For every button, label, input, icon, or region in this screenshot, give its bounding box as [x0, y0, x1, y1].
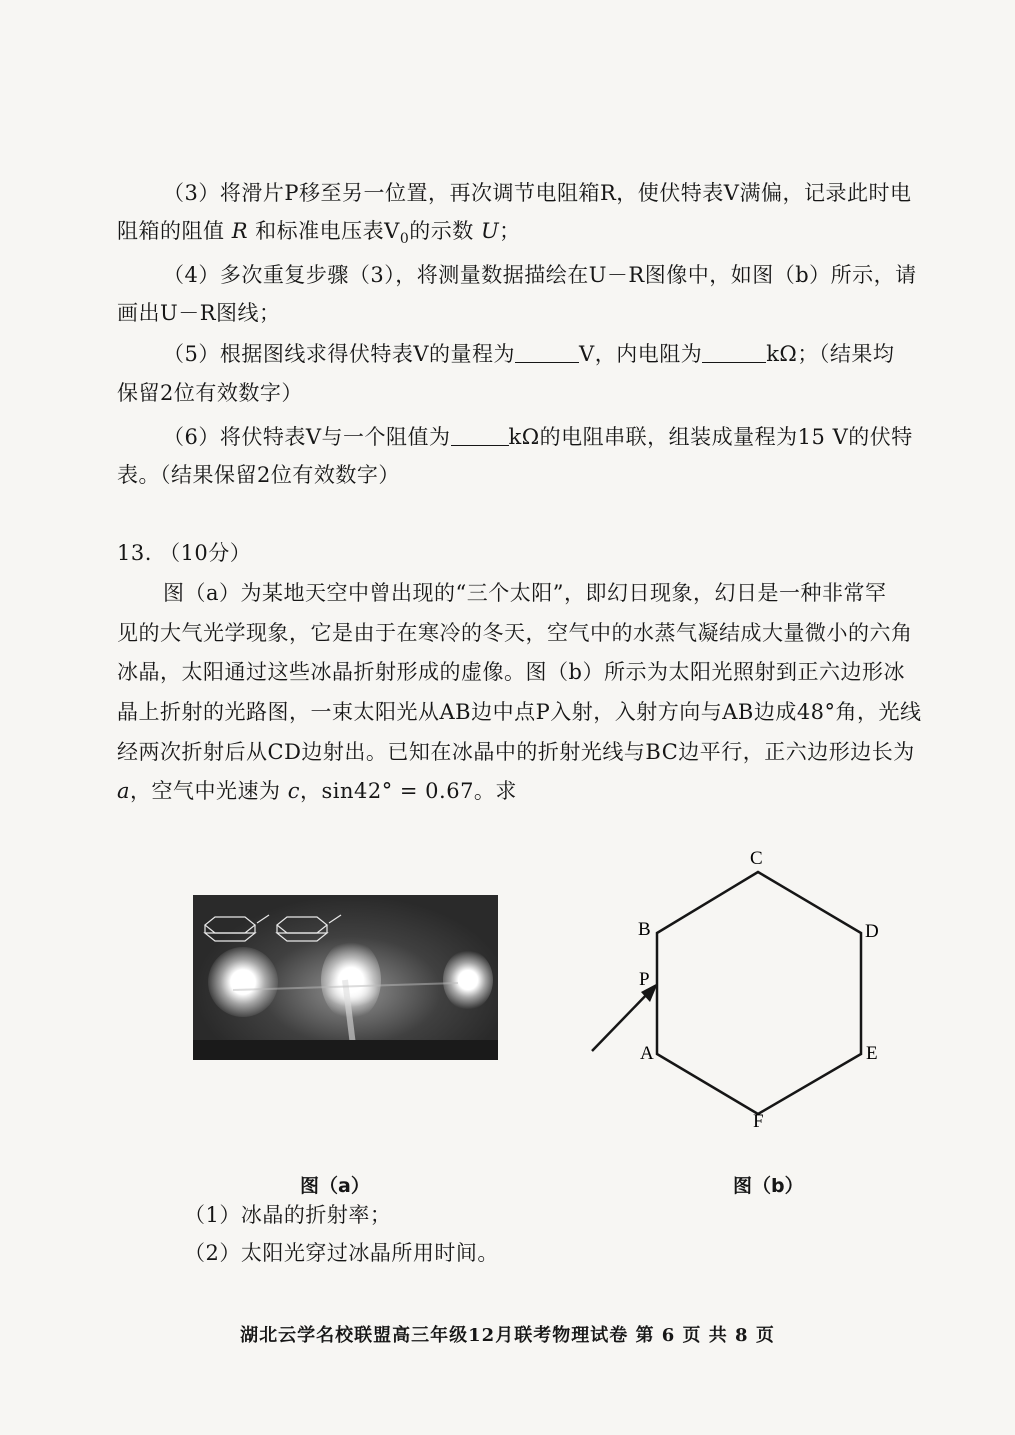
answer-blank-resistance[interactable]: [702, 342, 766, 363]
light-speed-symbol: c: [287, 779, 300, 803]
step-6-line-2: 表。（结果保留2位有效数字）: [117, 463, 400, 487]
voltage-symbol: U: [480, 219, 500, 243]
vertex-label-b: B: [638, 919, 651, 940]
voltmeter-subscript: 0: [399, 231, 410, 248]
page-footer: 湖北云学名校联盟高三年级12月联考物理试卷 第 6 页 共 8 页: [240, 1325, 775, 1346]
text-fragment: 的示数: [409, 219, 481, 243]
question-13-line-2: 见的大气光学现象，它是由于在寒冷的冬天，空气中的水蒸气凝结成大量微小的六角: [117, 621, 913, 645]
step-3-line-1: （3）将滑片P移至另一位置，再次调节电阻箱R，使伏特表V满偏，记录此时电: [163, 181, 912, 205]
text-fragment: 和标准电压表V: [248, 219, 400, 243]
parhelion-photo: [193, 895, 498, 1060]
vertex-label-e: E: [866, 1043, 878, 1064]
question-13-line-5: 经两次折射后从CD边射出。已知在冰晶中的折射光线与BC边平行，正六边形边长为: [117, 740, 915, 764]
figure-b-caption: 图（b）: [733, 1175, 804, 1197]
question-13-line-4: 晶上折射的光路图，一束太阳光从AB边中点P入射，入射方向与AB边成48°角，光线: [117, 700, 922, 724]
horizon-ground: [193, 1040, 498, 1060]
hexagon-diagram: [578, 840, 898, 1140]
answer-blank-series-resistor[interactable]: [451, 425, 509, 446]
figure-a-caption: 图（a）: [300, 1175, 370, 1197]
question-13-line-6: [117, 776, 517, 806]
step-4-line-1: （4）多次重复步骤（3），将测量数据描绘在U－R图像中，如图（b）所示，请: [163, 263, 917, 287]
question-13-header: 13. （10分）: [117, 541, 252, 565]
text-fragment: V，内电阻为: [579, 342, 703, 366]
point-label-p: P: [639, 969, 650, 990]
crystal-sketch-icon: [193, 895, 498, 1060]
incident-ray: [592, 990, 651, 1051]
side-length-symbol: a: [117, 779, 131, 803]
step-5-line-2: 保留2位有效数字）: [117, 381, 303, 405]
step-6-line-1: [163, 422, 913, 452]
answer-blank-range[interactable]: [515, 342, 579, 363]
hexagon-crystal: [657, 872, 861, 1114]
resistance-symbol: R: [231, 219, 248, 243]
question-13-line-1: 图（a）为某地天空中曾出现的“三个太阳”，即幻日现象，幻日是一种非常罕: [163, 581, 887, 605]
text-fragment: 阻箱的阻值: [117, 219, 232, 243]
vertex-label-a: A: [640, 1043, 654, 1064]
text-fragment: ，空气中光速为: [130, 779, 288, 803]
sub-question-2: （2）太阳光穿过冰晶所用时间。: [184, 1241, 499, 1265]
step-5-line-1: [163, 339, 894, 369]
text-fragment: （5）根据图线求得伏特表V的量程为: [163, 342, 516, 366]
text-fragment: kΩ的电阻串联，组装成量程为15 V的伏特: [508, 425, 913, 449]
text-fragment: ；: [499, 219, 521, 243]
text-fragment: （6）将伏特表V与一个阻值为: [163, 425, 451, 449]
vertex-label-d: D: [865, 921, 879, 942]
step-3-line-2: [117, 216, 521, 254]
text-fragment: kΩ；（结果均: [766, 342, 895, 366]
vertex-label-f: F: [753, 1111, 764, 1132]
step-4-line-2: 画出U－R图线；: [117, 301, 281, 325]
sub-question-1: （1）冰晶的折射率；: [184, 1203, 392, 1227]
vertex-label-c: C: [750, 848, 763, 869]
question-13-line-3: 冰晶，太阳通过这些冰晶折射形成的虚像。图（b）所示为太阳光照射到正六边形冰: [117, 660, 905, 684]
text-fragment: ，sin42° = 0.67。求: [299, 779, 517, 803]
